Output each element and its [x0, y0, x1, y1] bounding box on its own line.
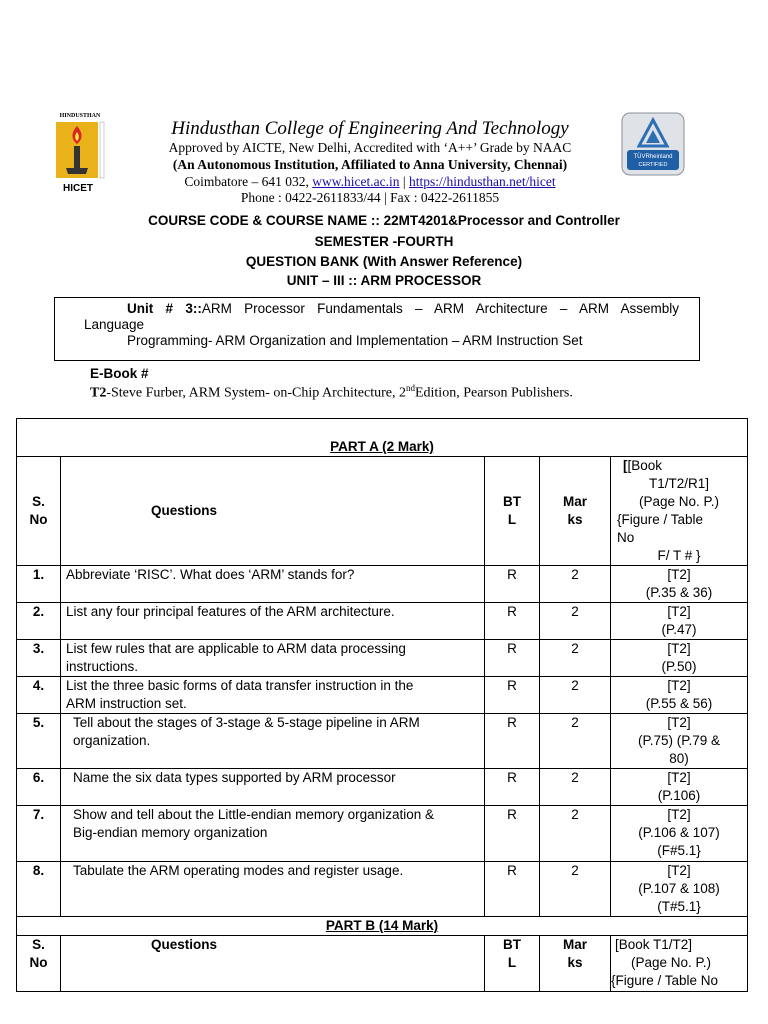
row-btl: R — [485, 862, 540, 917]
row-marks: 2 — [540, 769, 611, 806]
sno-header-b: S. No — [17, 936, 61, 992]
syllabus-topics: ARM Processor Fundamentals – ARM Architecture – ARM Assembly — [201, 301, 679, 316]
row-question: Tabulate the ARM operating modes and register usage. — [61, 862, 485, 917]
part-a-row — [17, 419, 748, 457]
row-btl: R — [485, 806, 540, 862]
part-a-header-row — [17, 457, 748, 566]
table-row — [17, 806, 748, 862]
question-table — [16, 418, 748, 992]
row-reference: [T2] (P.106 & 107) (F#5.1} — [611, 806, 748, 862]
ebook-heading: E-Book # — [90, 366, 149, 381]
row-sno: 6. — [17, 769, 61, 806]
row-reference: [T2] (P.55 & 56) — [611, 677, 748, 714]
semester: SEMESTER -FOURTH — [314, 234, 454, 249]
row-sno: 8. — [17, 862, 61, 917]
row-reference: [T2] (P.75) (P.79 & 80) — [611, 714, 748, 769]
part-b-header-row — [17, 936, 748, 992]
link-separator: | — [399, 174, 409, 189]
questions-header: Questions — [61, 457, 485, 566]
ebook-text: -Steve Furber, ARM System- on-Chip Architecture, 2 — [106, 385, 406, 401]
row-marks: 2 — [540, 714, 611, 769]
row-btl: R — [485, 677, 540, 714]
table-row — [17, 640, 748, 677]
ebook-text-end: Edition, Pearson Publishers. — [414, 385, 573, 401]
row-sno: 7. — [17, 806, 61, 862]
row-question: Name the six data types supported by ARM processor — [61, 769, 485, 806]
table-row — [17, 677, 748, 714]
row-btl: R — [485, 566, 540, 603]
row-sno: 4. — [17, 677, 61, 714]
row-reference: [T2] (P.47) — [611, 603, 748, 640]
table-row — [17, 769, 748, 806]
row-marks: 2 — [540, 640, 611, 677]
tuv-certified-logo — [621, 112, 685, 176]
cert-text-2: CERTIFIED — [638, 162, 668, 168]
sno-header: S. No — [17, 457, 61, 566]
row-sno: 1. — [17, 566, 61, 603]
question-bank-title: QUESTION BANK (With Answer Reference) — [245, 254, 523, 269]
marks-header: Mar ks — [540, 457, 611, 566]
row-question: Tell about the stages of 3-stage & 5-stage pipeline in ARM organization. — [61, 714, 485, 769]
cert-text-1: TÜVRheinland — [633, 154, 673, 160]
syllabus-line-1 — [127, 301, 679, 316]
row-marks: 2 — [540, 862, 611, 917]
table-row — [17, 603, 748, 640]
unit-prefix: Unit # 3:: — [127, 301, 202, 316]
course-code-name: COURSE CODE & COURSE NAME :: 22MT4201&Processor and Controller — [148, 213, 620, 228]
phone-fax-line: Phone : 0422-2611833/44 | Fax : 0422-2611855 — [240, 190, 500, 205]
row-reference: [T2] (P.50) — [611, 640, 748, 677]
logo-bottom-text: HICET — [63, 183, 93, 194]
logo-top-text: HINDUSTHAN — [59, 113, 101, 119]
syllabus-line-3: Programming- ARM Organization and Implementation – ARM Instruction Set — [127, 333, 583, 348]
row-btl: R — [485, 714, 540, 769]
row-sno: 2. — [17, 603, 61, 640]
btl-header: BT L — [485, 457, 540, 566]
row-sno: 3. — [17, 640, 61, 677]
table-row — [17, 566, 748, 603]
row-question: Abbreviate ‘RISC’. What does ‘ARM’ stands for? — [61, 566, 485, 603]
part-a-title: PART A (2 Mark) — [330, 439, 434, 454]
marks-header-b: Mar ks — [540, 936, 611, 992]
row-reference: [T2] (P.35 & 36) — [611, 566, 748, 603]
row-sno: 5. — [17, 714, 61, 769]
address-text: Coimbatore – 641 032, — [184, 174, 313, 189]
alt-website-link[interactable]: https://hindusthan.net/hicet — [408, 174, 556, 189]
row-marks: 2 — [540, 566, 611, 603]
syllabus-line-2: Language — [84, 317, 145, 332]
row-question: Show and tell about the Little-endian memory organization & Big-endian memory organization — [61, 806, 485, 862]
questions-header-b: Questions — [61, 936, 485, 992]
unit-title: UNIT – III :: ARM PROCESSOR — [286, 273, 482, 288]
row-btl: R — [485, 603, 540, 640]
row-question: List the three basic forms of data transfer instruction in the ARM instruction set. — [61, 677, 485, 714]
row-btl: R — [485, 640, 540, 677]
ebook-reference — [90, 383, 573, 402]
approval-line: Approved by AICTE, New Delhi, Accredited with ‘A++’ Grade by NAAC — [168, 140, 572, 155]
reference-header: [[Book T1/T2/R1] (Page No. P.) {Figure / Table No F/ T # } — [611, 457, 748, 566]
row-marks: 2 — [540, 806, 611, 862]
part-b-row — [17, 917, 748, 936]
address-line — [120, 174, 620, 190]
row-question: List few rules that are applicable to ARM data processing instructions. — [61, 640, 485, 677]
table-row — [17, 862, 748, 917]
row-marks: 2 — [540, 677, 611, 714]
college-name: Hindusthan College of Engineering And Technology — [171, 118, 569, 139]
ebook-code: T2 — [90, 385, 107, 401]
row-reference: [T2] (P.106) — [611, 769, 748, 806]
row-btl: R — [485, 769, 540, 806]
ebook-sup: nd — [405, 383, 415, 393]
college-logo — [52, 110, 108, 196]
table-row — [17, 714, 748, 769]
row-question: List any four principal features of the ARM architecture. — [61, 603, 485, 640]
row-marks: 2 — [540, 603, 611, 640]
btl-header-b: BT L — [485, 936, 540, 992]
part-b-title: PART B (14 Mark) — [325, 918, 439, 933]
autonomous-line: (An Autonomous Institution, Affiliated to Anna University, Chennai) — [172, 157, 568, 172]
unit-syllabus-box — [54, 297, 700, 361]
row-reference: [T2] (P.107 & 108) (T#5.1} — [611, 862, 748, 917]
reference-header-b: [Book T1/T2] (Page No. P.) {Figure / Table No — [611, 936, 748, 992]
website-link[interactable]: www.hicet.ac.in — [312, 174, 400, 189]
